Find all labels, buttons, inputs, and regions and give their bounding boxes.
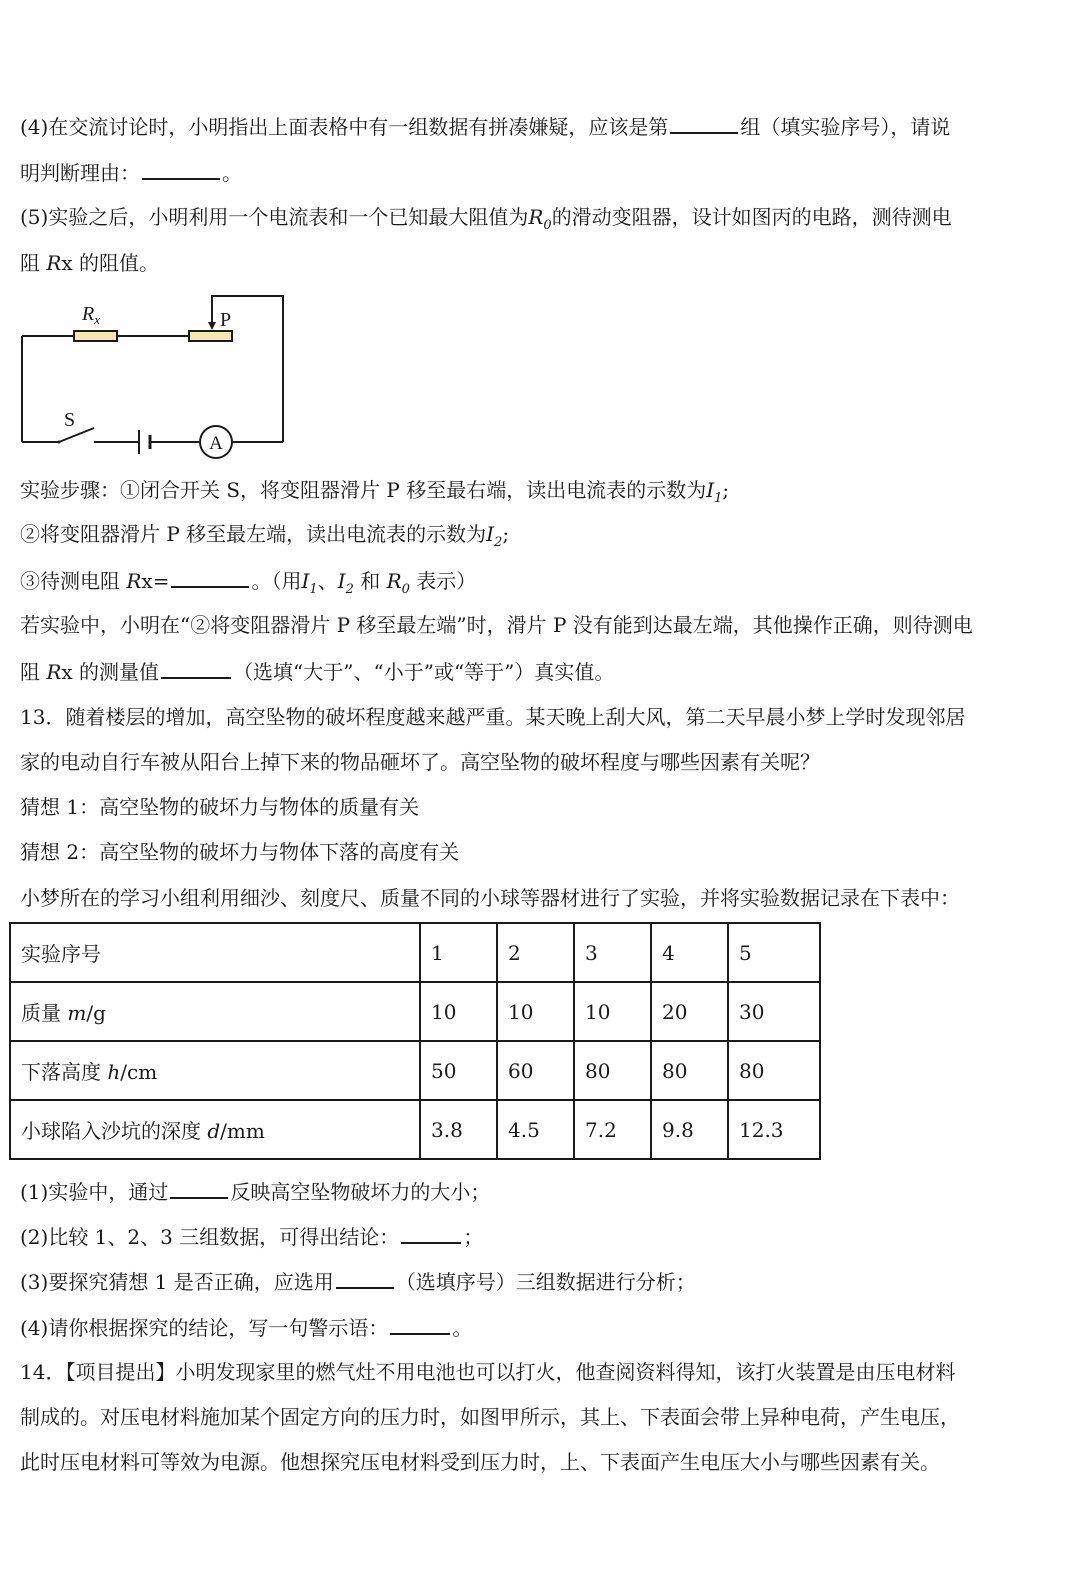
table-cell: 20 [651, 982, 728, 1041]
i2-subscript-step3: 2 [345, 582, 354, 597]
q12-part4-text-a: (4)在交流讨论时，小明指出上面表格中有一组数据有拼凑嫌疑，应该是第 [20, 115, 669, 139]
height-var: h [107, 1060, 121, 1084]
p3-text-b: （选填序号）三组数据进行分析； [395, 1270, 696, 1294]
p4-text-b: 。 [452, 1316, 473, 1340]
step3-text-a: ③待测电阻 [20, 569, 120, 593]
table-row [10, 1100, 820, 1159]
table-cell: 60 [497, 1041, 574, 1100]
table-cell-label [10, 1041, 420, 1100]
i1-symbol: I [706, 478, 715, 502]
table-cell: 10 [574, 982, 651, 1041]
answer-blank[interactable] [142, 158, 220, 180]
q12-part5-text-a: (5)实验之后，小明利用一个电流表和一个已知最大阻值为 [20, 205, 529, 229]
table-cell: 9.8 [651, 1100, 728, 1159]
method-text: 小梦所在的学习小组利用细沙、刻度尺、质量不同的小球等器材进行了实验，并将实验数据记录在下表中： [20, 886, 960, 910]
table-cell: 5 [728, 923, 820, 982]
q12-step2 [20, 520, 509, 557]
table-cell: 10 [420, 982, 497, 1041]
q13-p3 [20, 1267, 696, 1296]
table-cell: 50 [420, 1041, 497, 1100]
r0-symbol: R [528, 205, 544, 229]
q14-text-3: 此时压电材料可等效为电源。他想探究压电材料受到压力时，上、下表面产生电压大小与哪些因素有关。 [20, 1450, 940, 1474]
guess1-text: 猜想 1：高空坠物的破坏力与物体的质量有关 [20, 795, 420, 819]
answer-blank[interactable] [170, 1177, 228, 1199]
note-text-b3: （选填“大于”、“小于”或“等于”）真实值。 [233, 660, 615, 684]
p2-text-b: ； [463, 1225, 484, 1249]
q12-part5-text-c1: 阻 [20, 251, 40, 275]
table-cell: 80 [574, 1041, 651, 1100]
table-cell: 1 [420, 923, 497, 982]
i1-symbol-step3: I [301, 569, 310, 593]
r0-symbol-step3: R [386, 569, 402, 593]
q13-method [20, 884, 960, 912]
q12-part4-end: 。 [222, 161, 242, 185]
note-text-b2: x 的测量值 [61, 660, 160, 684]
step3-text-c: 。（用 [251, 569, 302, 593]
table-cell-label [10, 1100, 420, 1159]
rx-symbol-note: R [46, 660, 62, 684]
q12-note-line1 [20, 611, 973, 639]
r0-subscript-step3: 0 [401, 582, 410, 597]
step3-sep: 、 [317, 569, 338, 593]
q12-part5-line1 [20, 203, 952, 240]
q12-part4-line2 [20, 158, 242, 187]
answer-blank[interactable] [336, 1267, 394, 1289]
step2-end: ; [502, 522, 510, 546]
rx-symbol-step3: R [126, 569, 142, 593]
p2-text-a: (2)比较 1、2、3 三组数据，可得出结论： [20, 1225, 400, 1249]
answer-blank[interactable] [670, 112, 738, 134]
q13-intro-line1 [20, 703, 965, 731]
ammeter-label: A [209, 433, 223, 454]
q12-part5-text-c2: x 的阻值。 [61, 251, 160, 275]
step3-text-b: x= [141, 569, 170, 593]
table-cell: 7.2 [574, 1100, 651, 1159]
slider-p-label: P [220, 309, 232, 331]
q12-note-line2 [20, 657, 614, 686]
answer-blank[interactable] [390, 1313, 450, 1335]
table-cell: 3.8 [420, 1100, 497, 1159]
note-text-a: 若实验中，小明在“②将变阻器滑片 P 移至最左端”时，滑片 P 没有能到达最左端，其他操作正确，则待测电 [20, 613, 973, 637]
q13-intro-line2 [20, 748, 820, 776]
circuit-diagram [14, 290, 294, 460]
height-unit: /cm [120, 1060, 158, 1084]
q14-line2 [20, 1403, 960, 1431]
q14-text-1: 14．【项目提出】小明发现家里的燃气灶不用电池也可以打火，他查阅资料得知，该打火装置是由压电材料 [20, 1360, 956, 1384]
table-cell: 4.5 [497, 1100, 574, 1159]
table-cell: 80 [728, 1041, 820, 1100]
table-row [10, 923, 820, 982]
q13-guess1 [20, 793, 419, 821]
i1-subscript: 1 [714, 491, 723, 506]
rheostat [189, 331, 232, 341]
q13-guess2 [20, 838, 459, 866]
note-text-b1: 阻 [20, 660, 40, 684]
step1-text: 实验步骤：①闭合开关 S，将变阻器滑片 P 移至最右端，读出电流表的示数为 [20, 478, 707, 502]
q12-part4-text-c: 明判断理由： [20, 161, 140, 185]
depth-label: 小球陷入沙坑的深度 [21, 1119, 208, 1143]
answer-blank[interactable] [171, 566, 249, 588]
switch-contact-left [58, 441, 61, 444]
q12-part4-text-b: 组（填实验序号），请说 [740, 115, 951, 139]
r0-subscript: 0 [543, 218, 552, 233]
answer-blank[interactable] [161, 657, 231, 679]
i2-symbol-step3: I [337, 569, 346, 593]
step3-end: 表示） [416, 569, 477, 593]
guess2-text: 猜想 2：高空坠物的破坏力与物体下落的高度有关 [20, 840, 460, 864]
table-cell-label: 实验序号 [10, 923, 420, 982]
i2-symbol: I [486, 522, 495, 546]
table-cell: 30 [728, 982, 820, 1041]
step2-text: ②将变阻器滑片 P 移至最左端，读出电流表的示数为 [20, 522, 487, 546]
height-label: 下落高度 [21, 1060, 108, 1084]
i1-subscript-step3: 1 [309, 582, 318, 597]
q12-step1 [20, 476, 729, 513]
q14-line1 [20, 1358, 955, 1386]
depth-var: d [207, 1119, 221, 1143]
q14-line3 [20, 1448, 940, 1476]
p3-text-a: (3)要探究猜想 1 是否正确，应选用 [20, 1270, 334, 1294]
table-cell: 12.3 [728, 1100, 820, 1159]
q12-part4-line1 [20, 112, 950, 141]
q13-p4 [20, 1313, 472, 1342]
table-row [10, 982, 820, 1041]
p1-text-b: 反映高空坠物破坏力的大小； [230, 1180, 491, 1204]
mass-label: 质量 [21, 1001, 68, 1025]
experiment-table [9, 922, 821, 1160]
answer-blank[interactable] [401, 1222, 461, 1244]
q14-text-2: 制成的。对压电材料施加某个固定方向的压力时，如图甲所示，其上、下表面会带上异种电荷，产生电压， [20, 1405, 960, 1429]
q13-intro-b: 家的电动自行车被从阳台上掉下来的物品砸坏了。高空坠物的破坏程度与哪些因素有关呢？ [20, 750, 820, 774]
q12-step3 [20, 566, 476, 604]
resistor-rx [74, 331, 117, 341]
table-cell: 3 [574, 923, 651, 982]
switch-s-label: S [64, 409, 76, 431]
slider-arrow [208, 322, 216, 330]
q13-intro-a: 13．随着楼层的增加，高空坠物的破坏程度越来越严重。某天晚上刮大风，第二天早晨小梦上学时发现邻居 [20, 705, 966, 729]
table-cell: 2 [497, 923, 574, 982]
table-cell: 80 [651, 1041, 728, 1100]
q13-p1 [20, 1177, 490, 1206]
mass-var: m [67, 1001, 87, 1025]
p4-text-a: (4)请你根据探究的结论，写一句警示语： [20, 1316, 389, 1340]
rx-label: $R_x$ [82, 303, 100, 327]
table-row [10, 1041, 820, 1100]
table-cell: 10 [497, 982, 574, 1041]
rx-symbol: R [46, 251, 62, 275]
i2-subscript: 2 [494, 535, 503, 550]
mass-unit: /g [86, 1001, 106, 1025]
depth-unit: /mm [220, 1119, 265, 1143]
table-cell-label [10, 982, 420, 1041]
q13-p2 [20, 1222, 483, 1251]
p1-text-a: (1)实验中，通过 [20, 1180, 169, 1204]
step1-end: ; [722, 478, 730, 502]
step3-and: 和 [360, 569, 381, 593]
table-cell: 4 [651, 923, 728, 982]
q12-part5-text-b: 的滑动变阻器，设计如图丙的电路，测待测电 [551, 205, 952, 229]
q12-part5-line2 [20, 249, 159, 277]
